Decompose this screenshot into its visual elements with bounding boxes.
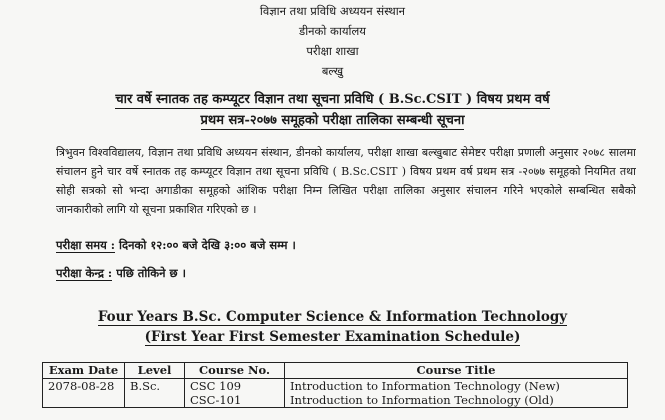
course-no-old: CSC-101 — [190, 393, 242, 407]
exam-center-value: पछि तोकिने छ । — [116, 266, 186, 280]
exam-center — [56, 266, 186, 281]
office-name: डीनको कार्यालय — [299, 24, 366, 38]
course-title-new: Introduction to Information Technology (New) — [290, 379, 560, 393]
header-course-no: Course No. — [185, 363, 285, 379]
location-name: बल्खु — [321, 64, 344, 78]
notice-title-line1-text: चार वर्षे स्नातक तह कम्प्यूटर विज्ञान तथा सूचना प्रविधि ( B.Sc.CSIT ) विषय प्रथम वर्ष — [115, 92, 550, 107]
header-course-title: Course Title — [285, 363, 628, 379]
english-title-line1 — [0, 308, 665, 327]
institute-name: विज्ञान तथा प्रविधि अध्ययन संस्थान — [259, 4, 406, 18]
exam-date-cell: 2078-08-28 — [43, 379, 125, 408]
course-title-old: Introduction to Information Technology (Old) — [290, 393, 554, 407]
header-level: Level — [125, 363, 185, 379]
schedule-table — [42, 362, 628, 408]
exam-time — [56, 238, 296, 253]
course-no-new: CSC 109 — [190, 379, 242, 393]
level-cell: B.Sc. — [125, 379, 185, 408]
notice-body: त्रिभुवन विश्वविद्यालय, विज्ञान तथा प्रविधि अध्ययन संस्थान, डीनको कार्यालय, परीक्षा शाखा बल्खुबाट सेमेष्टर परीक्षा प्रणाली अनुसार २०७८ सालमा संचालन हुने चार वर्षे स्नातक तह कम्प्यूटर विज्ञान तथा सूचना प्रविधि ( B.Sc.CSIT ) विषय प्रथम वर्ष प्रथम सत्र -२०७७ समूहको नियमित तथा सोही सत्रको सो भन्दा अगाडीका समूहको आंशिक परीक्षा निम्न लिखित परीक्षा तालिका अनुसार संचालन गरिने भएकोले सम्बन्धित सबैको जानकारीको लागि यो सूचना प्रकाशित गरिएको छ । — [56, 146, 636, 216]
table-row — [43, 379, 628, 408]
course-no-cell — [185, 379, 285, 408]
section-name: परीक्षा शाखा — [306, 44, 359, 58]
exam-time-value: दिनको १२:०० बजे देखि ३:०० बजे सम्म । — [119, 238, 296, 252]
english-title-line1-text: Four Years B.Sc. Computer Science & Information Technology — [97, 309, 568, 325]
course-title-cell — [285, 379, 628, 408]
notice-title-line1 — [70, 90, 595, 110]
exam-time-label: परीक्षा समय : — [56, 238, 116, 252]
notice-title-line2-text: प्रथम सत्र-२०७७ समूहको परीक्षा तालिका सम्बन्धी सूचना — [200, 113, 465, 128]
header-exam-date: Exam Date — [43, 363, 125, 379]
english-title-line2 — [0, 328, 665, 347]
notice-title-line2 — [70, 111, 595, 131]
exam-center-label: परीक्षा केन्द्र : — [56, 266, 113, 280]
table-header-row — [43, 363, 628, 379]
english-title-line2-text: (First Year First Semester Examination Schedule) — [144, 329, 521, 345]
